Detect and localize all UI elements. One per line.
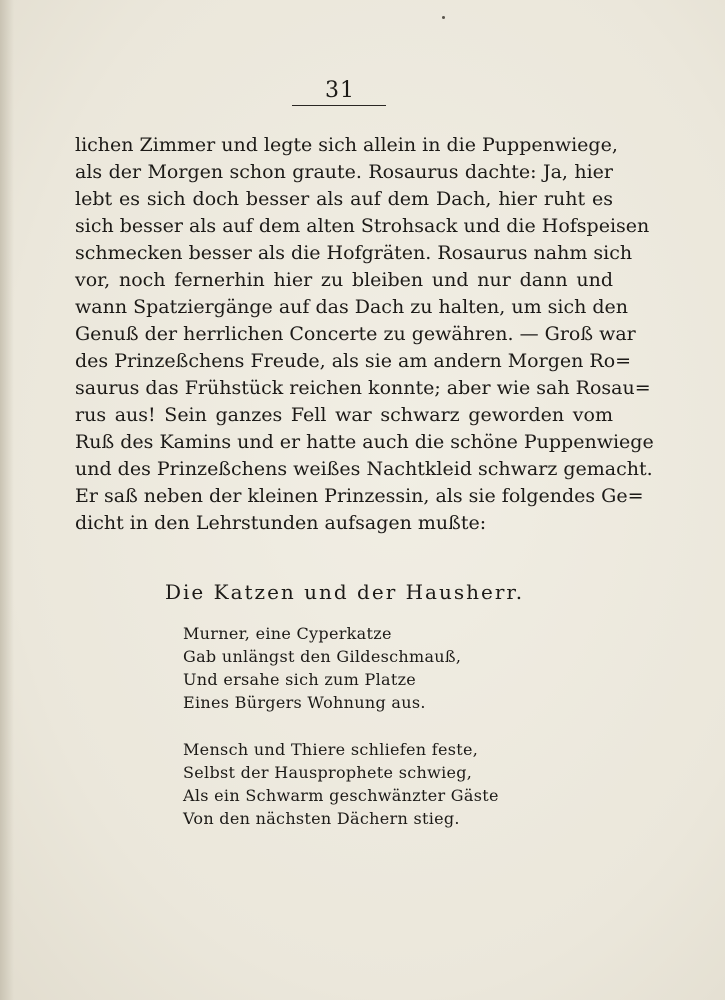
text-line: saurus das Frühstück reichen konnte; aber wie sah Rosau= xyxy=(75,377,651,399)
text-line: des Prinzeßchens Freude, als sie am andern Morgen Ro= xyxy=(75,350,632,372)
page-number: 31 xyxy=(325,78,355,103)
text-line: Genuß der herrlichen Concerte zu gewähren. — Groß war xyxy=(75,323,636,345)
text-line: sich besser als auf dem alten Strohsack und die Hofspeisen xyxy=(75,215,650,237)
text-line: schmecken besser als die Hofgräten. Rosaurus nahm sich xyxy=(75,242,633,264)
page-gutter-shadow xyxy=(0,0,14,1000)
poem-stanza-1 xyxy=(183,622,461,714)
text-line: Ruß des Kamins und er hatte auch die schöne Puppenwiege xyxy=(75,431,654,453)
paper-speck xyxy=(442,16,445,19)
poem-stanza-2 xyxy=(183,738,499,830)
poem-line: Als ein Schwarm geschwänzter Gäste xyxy=(183,786,499,805)
poem-line: Mensch und Thiere schliefen feste, xyxy=(183,740,479,759)
text-line: und des Prinzeßchens weißes Nachtkleid schwarz gemacht. xyxy=(75,458,653,480)
body-text xyxy=(75,132,654,537)
poem-title: Die Katzen und der Hausherr. xyxy=(165,580,525,604)
poem-line: Gab unlängst den Gildeschmauß, xyxy=(183,647,462,666)
poem-line: Murner, eine Cyperkatze xyxy=(183,624,392,643)
text-line: dicht in den Lehrstunden aufsagen mußte: xyxy=(75,512,487,534)
page-number-rule xyxy=(292,105,386,106)
poem-line: Eines Bürgers Wohnung aus. xyxy=(183,693,426,712)
text-line: rus aus! Sein ganzes Fell war schwarz geworden vom xyxy=(75,404,613,426)
text-line: vor, noch fernerhin hier zu bleiben und nur dann und xyxy=(75,269,613,291)
text-line: wann Spatziergänge auf das Dach zu halten, um sich den xyxy=(75,296,629,318)
poem-line: Von den nächsten Dächern stieg. xyxy=(183,809,460,828)
poem-line: Und ersahe sich zum Platze xyxy=(183,670,417,689)
text-line: als der Morgen schon graute. Rosaurus dachte: Ja, hier xyxy=(75,161,613,183)
text-line: lichen Zimmer und legte sich allein in die Puppenwiege, xyxy=(75,134,618,156)
text-line: Er saß neben der kleinen Prinzessin, als sie folgendes Ge= xyxy=(75,485,644,507)
poem-line: Selbst der Hausprophete schwieg, xyxy=(183,763,473,782)
text-line: lebt es sich doch besser als auf dem Dach, hier ruht es xyxy=(75,188,613,210)
